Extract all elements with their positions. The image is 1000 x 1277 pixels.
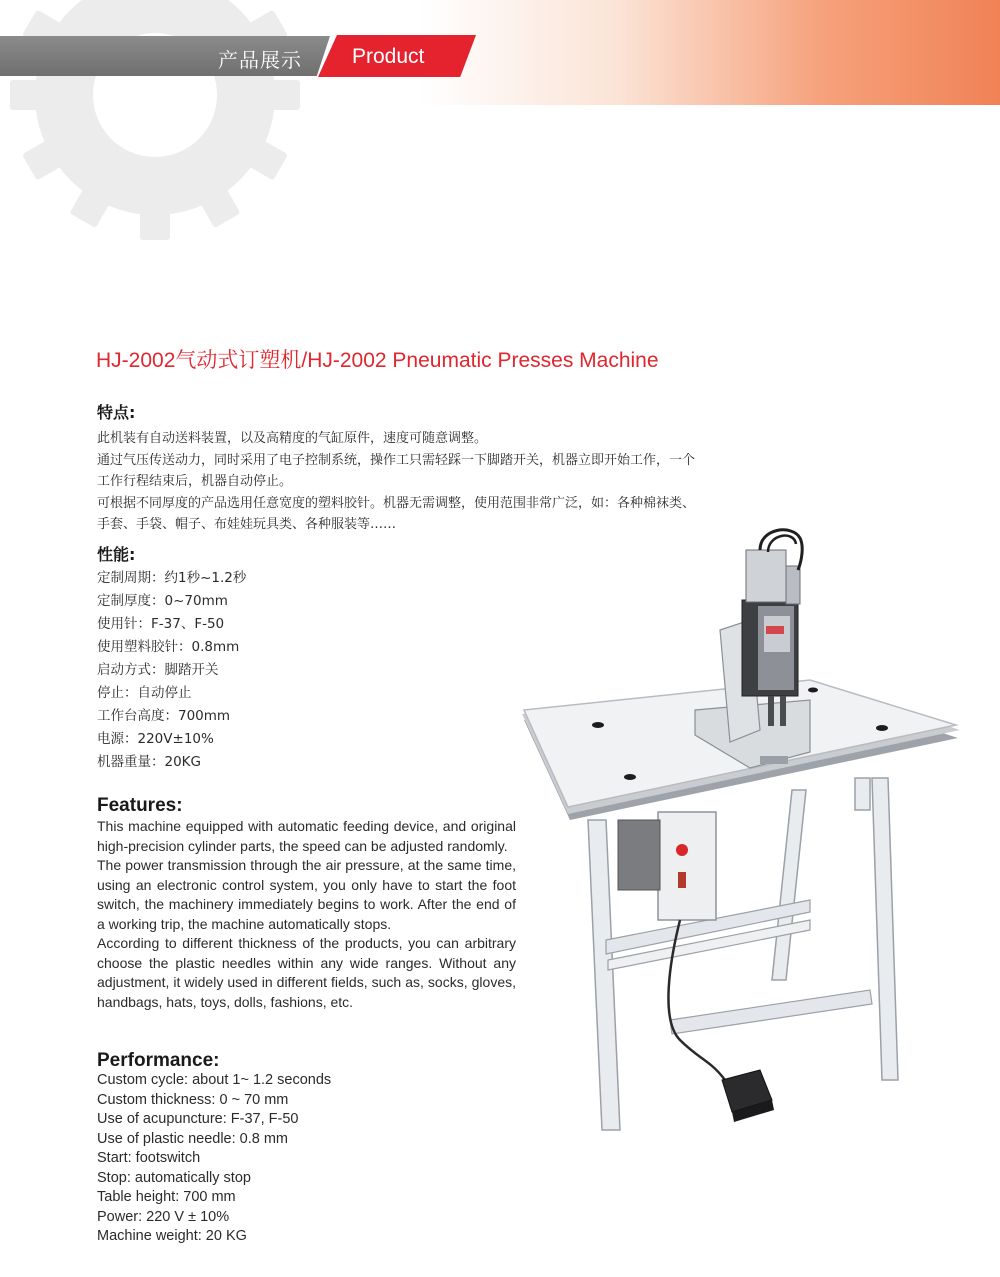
cn-features-heading: 特点:	[97, 403, 136, 422]
cn-feature-paragraph: 可根据不同厚度的产品选用任意宽度的塑料胶针。机器无需调整，使用范围非常广泛，如：各种棉袜类、手套、手袋、帽子、布娃娃玩具类、各种服装等……	[97, 495, 696, 532]
en-features-text	[97, 817, 516, 1012]
en-spec-item: Use of plastic needle: 0.8 mm	[97, 1130, 289, 1147]
en-spec-item: Start: footswitch	[97, 1150, 201, 1166]
en-feature-paragraph: The power transmission through the air pressure, at the same time, using an electronic control system, you only have to start the foot switch, the machinery immediately begins to work. After the end of a working trip, the machine automatically stops.	[97, 857, 516, 932]
en-spec-item: Machine weight: 20 KG	[97, 1228, 247, 1244]
en-spec-item: Power: 220 V ± 10%	[97, 1208, 230, 1225]
en-performance-heading: Performance:	[97, 1050, 220, 1071]
cn-spec-item: 启动方式：脚踏开关	[97, 662, 219, 678]
cn-spec-item: 使用针：F-37、F-50	[97, 616, 225, 632]
product-title: HJ-2002气动式订塑机/HJ-2002 Pneumatic Presses Machine	[96, 349, 659, 372]
cn-spec-item: 定制周期：约1秒~1.2秒	[97, 570, 247, 586]
cn-feature-paragraph: 通过气压传送动力，同时采用了电子控制系统，操作工只需轻踩一下脚踏开关，机器立即开始工作，一个工作行程结束后，机器自动停止。	[97, 452, 696, 489]
cn-spec-item: 使用塑料胶针：0.8mm	[97, 639, 240, 655]
cn-feature-paragraph: 此机装有自动送料装置，以及高精度的气缸原件，速度可随意调整。	[97, 431, 488, 446]
cn-performance-list	[97, 567, 246, 774]
en-features-heading: Features:	[97, 795, 183, 816]
cn-spec-item: 电源：220V±10%	[97, 731, 214, 747]
product-photo	[510, 520, 980, 1140]
cn-spec-item: 机器重量：20KG	[97, 754, 201, 770]
header-en-label: Product	[352, 45, 425, 68]
en-feature-paragraph: According to different thickness of the products, you can arbitrary choose the plastic needles within any wide ranges. Without any adjustment, it widely used in different fields, such as, socks, gloves, handbags, hats, toys, dolls, fashions, etc.	[97, 935, 516, 1010]
en-performance-list	[97, 1071, 331, 1247]
cn-spec-item: 定制厚度：0~70mm	[97, 593, 228, 609]
en-spec-item: Use of acupuncture: F-37, F-50	[97, 1111, 299, 1127]
header-cn-label: 产品展示	[218, 48, 302, 72]
en-spec-item: Custom thickness: 0 ~ 70 mm	[97, 1091, 289, 1108]
en-feature-paragraph: This machine equipped with automatic feeding device, and original high-precision cylinder parts, the speed can be adjusted randomly.	[97, 818, 516, 854]
en-spec-item: Stop: automatically stop	[97, 1169, 251, 1186]
cn-spec-item: 停止：自动停止	[97, 685, 192, 701]
cn-performance-heading: 性能:	[97, 545, 136, 564]
cn-spec-item: 工作台高度：700mm	[97, 708, 231, 724]
en-spec-item: Custom cycle: about 1~ 1.2 seconds	[97, 1072, 332, 1088]
en-spec-item: Table height: 700 mm	[97, 1189, 236, 1205]
